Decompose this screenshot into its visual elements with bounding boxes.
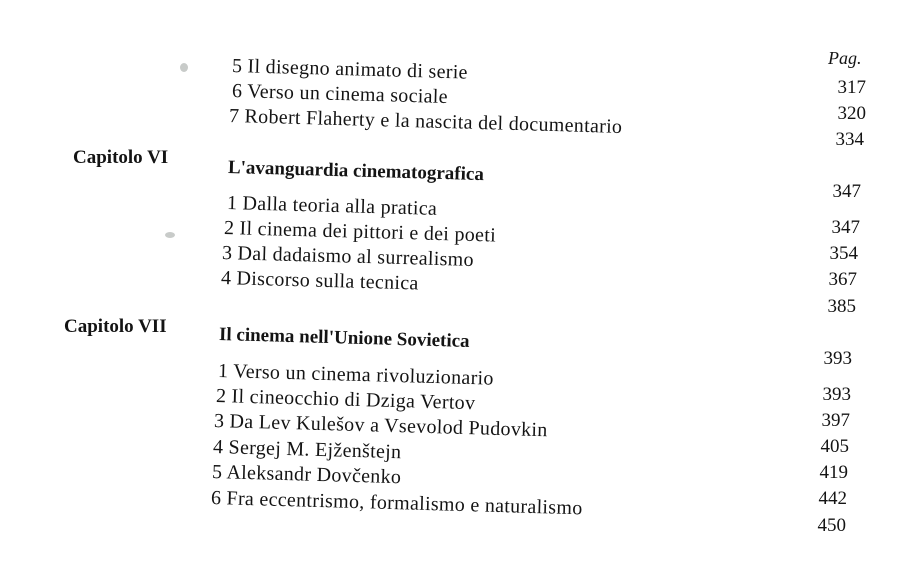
toc-item-title: 7 Robert Flaherty e la nascita del documentario: [228, 105, 623, 138]
toc-item-title: 2 Il cinema dei pittori e dei poeti: [223, 217, 497, 247]
scan-smudge: [165, 232, 175, 238]
chapter-label: Capitolo VI: [73, 147, 169, 168]
toc-item-page: 317: [837, 77, 866, 98]
toc-item-title: 1 Dalla teoria alla pratica: [226, 192, 438, 220]
chapter-page: 393: [823, 348, 852, 369]
toc-item-page: 334: [835, 129, 864, 150]
toc-item-page: 354: [829, 243, 858, 264]
toc-item-page: 405: [820, 436, 849, 457]
toc-item-title: 4 Sergej M. Ejženštejn: [212, 436, 402, 464]
chapter-page: 347: [832, 181, 861, 202]
page-column-header: Pag.: [828, 48, 862, 68]
chapter-label: Capitolo VII: [64, 316, 167, 337]
toc-item-page: 442: [818, 488, 847, 509]
toc-item-title: 3 Da Lev Kulešov a Vsevolod Pudovkin: [213, 410, 548, 442]
toc-item-title: 5 Il disegno animato di serie: [231, 55, 469, 84]
toc-item-title: 5 Aleksandr Dovčenko: [211, 461, 402, 489]
toc-item-title: 4 Discorso sulla tecnica: [220, 267, 419, 295]
toc-item-page: 320: [837, 103, 866, 124]
toc-item-title: 3 Dal dadaismo al surrealismo: [221, 242, 475, 272]
toc-item-page: 419: [819, 462, 848, 483]
toc-item-page: 450: [817, 515, 846, 536]
toc-item-page: 397: [821, 410, 850, 431]
chapter-title: L'avanguardia cinematografica: [227, 157, 485, 186]
toc-item-page: 393: [822, 384, 851, 405]
toc-item-title: 6 Fra eccentrismo, formalismo e naturalismo: [210, 487, 583, 520]
scan-smudge: [180, 63, 188, 72]
toc-item-page: 347: [831, 217, 860, 238]
toc-item-title: 1 Verso un cinema rivoluzionario: [217, 360, 495, 390]
toc-item-title: 2 Il cineocchio di Dziga Vertov: [215, 385, 476, 415]
toc-item-page: 385: [827, 296, 856, 317]
toc-item-page: 367: [828, 269, 857, 290]
chapter-title: Il cinema nell'Unione Sovietica: [218, 324, 470, 352]
toc-item-title: 6 Verso un cinema sociale: [231, 80, 449, 109]
